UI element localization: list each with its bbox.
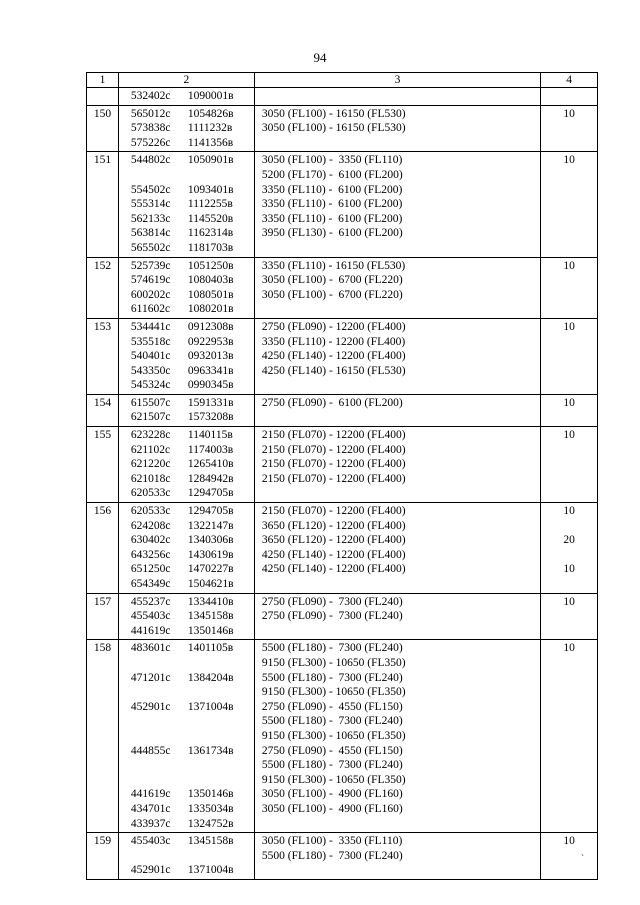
- code-v: 1322147в: [187, 519, 234, 532]
- code-c: 621018c: [130, 472, 171, 485]
- identifier-pair: [131, 121, 254, 136]
- code-v: [188, 168, 248, 183]
- code-v: 1090001в: [187, 90, 234, 102]
- identifier-pair: [131, 802, 254, 817]
- code-c: 643256c: [130, 548, 171, 561]
- row-number: 154: [87, 394, 119, 426]
- code-c: 620533c: [130, 505, 171, 518]
- code-v: 1265410в: [187, 458, 234, 471]
- identifier-pair: [131, 548, 254, 563]
- identifier-pair: [131, 773, 254, 788]
- flight-level-range: 3050 (FL100) - 4900 (FL160): [261, 802, 403, 815]
- flight-level-cell: [254, 88, 540, 106]
- code-c: 651250c: [130, 563, 171, 576]
- table-row: [87, 427, 598, 503]
- identifier-pair: [131, 443, 254, 458]
- identifier-pair: [131, 849, 254, 864]
- identifier-cell: [118, 427, 254, 503]
- flight-level-range: 2750 (FL090) - 4550 (FL150): [261, 744, 403, 757]
- code-v: 1371004в: [187, 700, 234, 713]
- code-c: [131, 656, 188, 671]
- flight-level-cell: [254, 152, 540, 257]
- code-v: 1504621в: [187, 578, 234, 590]
- flight-level-range: 2150 (FL070) - 12200 (FL400): [261, 458, 406, 471]
- code-c: 565502c: [130, 241, 171, 254]
- flight-level-range: 3050 (FL100) - 3350 (FL110): [261, 154, 403, 167]
- value: 20: [563, 534, 575, 547]
- code-v: [188, 729, 248, 744]
- flight-level-cell: [254, 833, 540, 880]
- flight-level-range: 3050 (FL100) - 4900 (FL160): [261, 788, 403, 801]
- code-v: 1345158в: [187, 610, 234, 623]
- table-header: [87, 73, 598, 88]
- identifier-pair: [131, 671, 254, 686]
- code-v: 1401105в: [187, 642, 234, 655]
- code-v: 1080201в: [187, 303, 234, 316]
- code-v: [188, 758, 248, 773]
- identifier-pair: [131, 335, 254, 350]
- identifier-pair: [131, 562, 254, 577]
- page-number: 94: [313, 50, 327, 65]
- code-v: 1430619в: [187, 548, 234, 561]
- document-table: [86, 72, 598, 880]
- code-c: [131, 729, 188, 744]
- identifier-cell: [118, 88, 254, 106]
- identifier-pair: [131, 519, 254, 534]
- flight-level-range: 4250 (FL140) - 12200 (FL400): [261, 563, 406, 576]
- identifier-cell: [118, 833, 254, 880]
- value: 10: [563, 835, 575, 848]
- code-v: 0963341в: [187, 364, 234, 377]
- flight-level-range: 2750 (FL090) - 4550 (FL150): [261, 700, 403, 713]
- identifier-pair: [131, 486, 254, 501]
- table-row: [87, 152, 598, 257]
- identifier-cell: [118, 318, 254, 394]
- identifier-pair: [131, 428, 254, 443]
- flight-level-range: 2750 (FL090) - 7300 (FL240): [261, 610, 403, 623]
- flight-level-range: 3950 (FL130) - 6100 (FL200): [261, 227, 403, 240]
- value: [541, 519, 597, 534]
- row-number: 159: [87, 833, 119, 880]
- table-row: [87, 640, 598, 833]
- code-c: 654349c: [130, 578, 171, 590]
- code-v: 1324752в: [187, 817, 234, 830]
- flight-level-cell: [254, 427, 540, 503]
- code-v: 1384204в: [187, 671, 234, 684]
- value: 10: [563, 563, 575, 576]
- value: [541, 548, 597, 563]
- code-c: 452901c: [130, 864, 171, 877]
- code-v: 1294705в: [187, 487, 234, 500]
- table-row: [87, 593, 598, 640]
- flight-level-range: 3350 (FL110) - 6100 (FL200): [261, 212, 403, 225]
- identifier-pair: [131, 533, 254, 548]
- identifier-pair: [131, 817, 254, 832]
- column-header-1: 1: [87, 73, 119, 88]
- identifier-pair: [131, 641, 254, 656]
- identifier-pair: [131, 714, 254, 729]
- identifier-pair: [131, 472, 254, 487]
- code-c: 573838c: [130, 122, 171, 135]
- margin-mark: ˎ: [581, 846, 584, 856]
- value: 10: [563, 642, 575, 655]
- code-v: 1050901в: [187, 154, 234, 167]
- row-number: [87, 88, 119, 106]
- value-cell: [541, 640, 598, 833]
- identifier-pair: [131, 595, 254, 610]
- flight-level-cell: [254, 105, 540, 152]
- code-v: 1361734в: [187, 744, 234, 757]
- code-c: 620533c: [130, 487, 171, 500]
- code-c: 534441c: [130, 320, 171, 333]
- code-c: 554502c: [130, 183, 171, 196]
- identifier-pair: [131, 107, 254, 122]
- value-cell: [541, 257, 598, 318]
- identifier-pair: [131, 153, 254, 168]
- row-number: 150: [87, 105, 119, 152]
- code-v: 1080501в: [187, 288, 234, 301]
- flight-level-range: 3650 (FL120) - 12200 (FL400): [261, 534, 406, 547]
- identifier-pair: [131, 364, 254, 379]
- identifier-pair: [131, 834, 254, 849]
- identifier-pair: [131, 685, 254, 700]
- identifier-cell: [118, 105, 254, 152]
- row-number: 153: [87, 318, 119, 394]
- code-v: 0922953в: [187, 335, 234, 348]
- row-number: 156: [87, 503, 119, 594]
- flight-level-range: 5200 (FL170) - 6100 (FL200): [261, 168, 403, 181]
- flight-level-range: 3050 (FL100) - 6700 (FL220): [261, 288, 403, 301]
- code-c: 455237c: [130, 595, 171, 608]
- code-c: 565012c: [130, 107, 171, 120]
- code-v: [188, 773, 248, 788]
- flight-level-range: 3350 (FL110) - 6100 (FL200): [261, 183, 403, 196]
- row-number: 151: [87, 152, 119, 257]
- identifier-cell: [118, 394, 254, 426]
- identifier-pair: [131, 656, 254, 671]
- flight-level-range: 2750 (FL090) - 7300 (FL240): [261, 595, 403, 608]
- row-number: 152: [87, 257, 119, 318]
- identifier-cell: [118, 593, 254, 640]
- table-row: [87, 105, 598, 152]
- value-cell: [541, 593, 598, 640]
- code-v: 1335034в: [187, 802, 234, 815]
- value: 10: [563, 259, 575, 272]
- code-c: 434701c: [130, 802, 171, 815]
- identifier-pair: [131, 457, 254, 472]
- code-c: 623228c: [130, 429, 171, 442]
- flight-level-cell: [254, 640, 540, 833]
- code-c: 433937c: [130, 817, 171, 830]
- identifier-pair: [131, 288, 254, 303]
- identifier-pair: [131, 273, 254, 288]
- flight-level-range: 3350 (FL110) - 16150 (FL530): [261, 259, 406, 272]
- flight-level-range: 4250 (FL140) - 16150 (FL530): [261, 364, 406, 377]
- flight-level-range: 4250 (FL140) - 12200 (FL400): [261, 548, 406, 561]
- identifier-pair: [131, 349, 254, 364]
- flight-level-range: 3650 (FL120) - 12200 (FL400): [261, 519, 406, 532]
- table-row: [87, 257, 598, 318]
- code-c: 621220c: [130, 458, 171, 471]
- flight-level-range: 3050 (FL100) - 16150 (FL530): [261, 107, 406, 120]
- table-row: [87, 318, 598, 394]
- code-v: 1093401в: [187, 183, 234, 196]
- code-c: [131, 849, 188, 864]
- code-c: 545324c: [130, 379, 171, 392]
- value-cell: [541, 152, 598, 257]
- flight-level-range: 5500 (FL180) - 7300 (FL240): [261, 715, 403, 728]
- code-v: 0912308в: [187, 320, 234, 333]
- code-c: 544802c: [130, 154, 171, 167]
- code-v: 0990345в: [187, 379, 234, 392]
- code-v: 1080403в: [187, 274, 234, 287]
- code-c: [131, 685, 188, 700]
- row-number: 157: [87, 593, 119, 640]
- code-c: [131, 714, 188, 729]
- code-c: 543350c: [130, 364, 171, 377]
- identifier-pair: [131, 136, 254, 151]
- table-row: [87, 88, 598, 106]
- code-c: 624208c: [130, 519, 171, 532]
- identifier-pair: [131, 577, 254, 592]
- row-number: 155: [87, 427, 119, 503]
- identifier-cell: [118, 152, 254, 257]
- code-c: 575226c: [130, 136, 171, 149]
- code-c: 615507c: [130, 396, 171, 409]
- code-v: 1112255в: [187, 198, 233, 211]
- code-v: 1371004в: [187, 864, 234, 877]
- code-c: 630402c: [130, 534, 171, 547]
- code-v: [188, 685, 248, 700]
- table-row: [87, 394, 598, 426]
- flight-level-range: 5500 (FL180) - 7300 (FL240): [261, 759, 403, 772]
- flight-level-range: 2750 (FL090) - 6100 (FL200): [261, 396, 403, 409]
- flight-level-cell: [254, 503, 540, 594]
- flight-level-cell: [254, 318, 540, 394]
- flight-level-range: 4250 (FL140) - 12200 (FL400): [261, 350, 406, 363]
- identifier-cell: [118, 503, 254, 594]
- value-cell: [541, 105, 598, 152]
- code-c: 535518c: [130, 335, 171, 348]
- identifier-pair: [131, 320, 254, 335]
- code-c: 441619c: [130, 624, 171, 637]
- code-c: 441619c: [130, 788, 171, 801]
- identifier-pair: [131, 89, 254, 104]
- flight-level-range: 3050 (FL100) - 16150 (FL530): [261, 122, 406, 135]
- identifier-pair: [131, 504, 254, 519]
- flight-level-range: 3350 (FL110) - 12200 (FL400): [261, 335, 406, 348]
- value-cell: [541, 427, 598, 503]
- code-c: 452901c: [130, 700, 171, 713]
- identifier-pair: [131, 302, 254, 317]
- code-v: [188, 849, 248, 864]
- code-c: 562133c: [130, 212, 171, 225]
- table-row: [87, 833, 598, 880]
- identifier-pair: [131, 259, 254, 274]
- code-c: 621102c: [130, 443, 171, 456]
- code-v: 1141356в: [187, 136, 234, 149]
- identifier-pair: [131, 744, 254, 759]
- code-v: 1174003в: [187, 443, 234, 456]
- flight-level-range: 9150 (FL300) - 10650 (FL350): [261, 773, 406, 786]
- code-c: 455403c: [130, 610, 171, 623]
- table-row: [87, 503, 598, 594]
- code-v: 1140115в: [187, 429, 233, 442]
- flight-level-range: 9150 (FL300) - 10650 (FL350): [261, 686, 406, 699]
- value: 10: [563, 505, 575, 518]
- flight-level-range: 5500 (FL180) - 7300 (FL240): [261, 671, 403, 684]
- flight-level-range: 2150 (FL070) - 12200 (FL400): [261, 505, 406, 518]
- identifier-pair: [131, 609, 254, 624]
- flight-level-range: 2750 (FL090) - 12200 (FL400): [261, 320, 406, 333]
- code-v: 1350146в: [187, 624, 234, 637]
- identifier-pair: [131, 241, 254, 256]
- value: 10: [563, 154, 575, 167]
- identifier-pair: [131, 787, 254, 802]
- identifier-pair: [131, 410, 254, 425]
- column-header-3: 3: [254, 73, 540, 88]
- row-number: 158: [87, 640, 119, 833]
- identifier-pair: [131, 212, 254, 227]
- flight-level-cell: [254, 394, 540, 426]
- column-header-2: 2: [118, 73, 254, 88]
- code-v: 1573208в: [187, 411, 234, 424]
- identifier-pair: [131, 863, 254, 878]
- code-c: [131, 168, 188, 183]
- code-v: [188, 656, 248, 671]
- code-c: 483601c: [130, 642, 171, 655]
- value-cell: [541, 503, 598, 594]
- code-c: 455403c: [130, 835, 171, 848]
- value: 10: [563, 107, 575, 120]
- code-v: 1051250в: [187, 259, 234, 272]
- identifier-cell: [118, 257, 254, 318]
- value: 10: [563, 396, 575, 409]
- code-v: 1294705в: [187, 505, 234, 518]
- identifier-pair: [131, 624, 254, 639]
- code-c: 563814c: [130, 227, 171, 240]
- value: 10: [563, 320, 575, 333]
- identifier-pair: [131, 183, 254, 198]
- code-v: 1284942в: [187, 472, 234, 485]
- identifier-cell: [118, 640, 254, 833]
- flight-level-range: 2150 (FL070) - 12200 (FL400): [261, 443, 406, 456]
- code-c: 600202c: [130, 288, 171, 301]
- flight-level-range: 3050 (FL100) - 3350 (FL110): [261, 835, 403, 848]
- code-v: 1162314в: [187, 227, 234, 240]
- code-c: 621507c: [130, 411, 171, 424]
- value: 10: [563, 595, 575, 608]
- code-c: 611602c: [130, 303, 171, 316]
- identifier-pair: [131, 378, 254, 393]
- code-v: 1181703в: [187, 241, 234, 254]
- value-cell: [541, 394, 598, 426]
- code-v: 1345158в: [187, 835, 234, 848]
- identifier-pair: [131, 168, 254, 183]
- flight-level-cell: [254, 593, 540, 640]
- flight-level-range: 9150 (FL300) - 10650 (FL350): [261, 656, 406, 669]
- flight-level-cell: [254, 257, 540, 318]
- identifier-pair: [131, 226, 254, 241]
- flight-level-range: 5500 (FL180) - 7300 (FL240): [261, 849, 403, 862]
- code-v: 1111232в: [187, 122, 233, 135]
- flight-level-range: 3050 (FL100) - 6700 (FL220): [261, 274, 403, 287]
- identifier-pair: [131, 758, 254, 773]
- code-c: [131, 758, 188, 773]
- flight-level-range: 9150 (FL300) - 10650 (FL350): [261, 729, 406, 742]
- table-body: [87, 88, 598, 880]
- value-cell: [541, 833, 598, 880]
- identifier-pair: [131, 729, 254, 744]
- flight-level-range: 3350 (FL110) - 6100 (FL200): [261, 198, 403, 211]
- code-c: 540401c: [130, 350, 171, 363]
- flight-level-range: 5500 (FL180) - 7300 (FL240): [261, 642, 403, 655]
- code-v: 1470227в: [187, 563, 234, 576]
- code-v: 1334410в: [187, 595, 234, 608]
- column-header-4: 4: [541, 73, 598, 88]
- identifier-pair: [131, 396, 254, 411]
- code-v: 1054826в: [187, 107, 234, 120]
- code-c: 574619c: [130, 274, 171, 287]
- identifier-pair: [131, 197, 254, 212]
- code-v: 1591331в: [187, 396, 234, 409]
- code-c: 532402c: [130, 90, 171, 102]
- code-c: 444855c: [130, 744, 171, 757]
- identifier-pair: [131, 700, 254, 715]
- code-c: [131, 773, 188, 788]
- value-cell: [541, 318, 598, 394]
- value: 10: [563, 429, 575, 442]
- code-v: 1350146в: [187, 788, 234, 801]
- code-c: 555314c: [130, 198, 171, 211]
- code-c: 471201c: [130, 671, 171, 684]
- code-v: 1340306в: [187, 534, 234, 547]
- value-cell: [541, 88, 598, 106]
- code-v: 0932013в: [187, 350, 234, 363]
- code-c: 525739c: [130, 259, 171, 272]
- flight-level-range: 2150 (FL070) - 12200 (FL400): [261, 429, 406, 442]
- code-v: [188, 714, 248, 729]
- flight-level-range: 2150 (FL070) - 12200 (FL400): [261, 472, 406, 485]
- code-v: 1145520в: [187, 212, 234, 225]
